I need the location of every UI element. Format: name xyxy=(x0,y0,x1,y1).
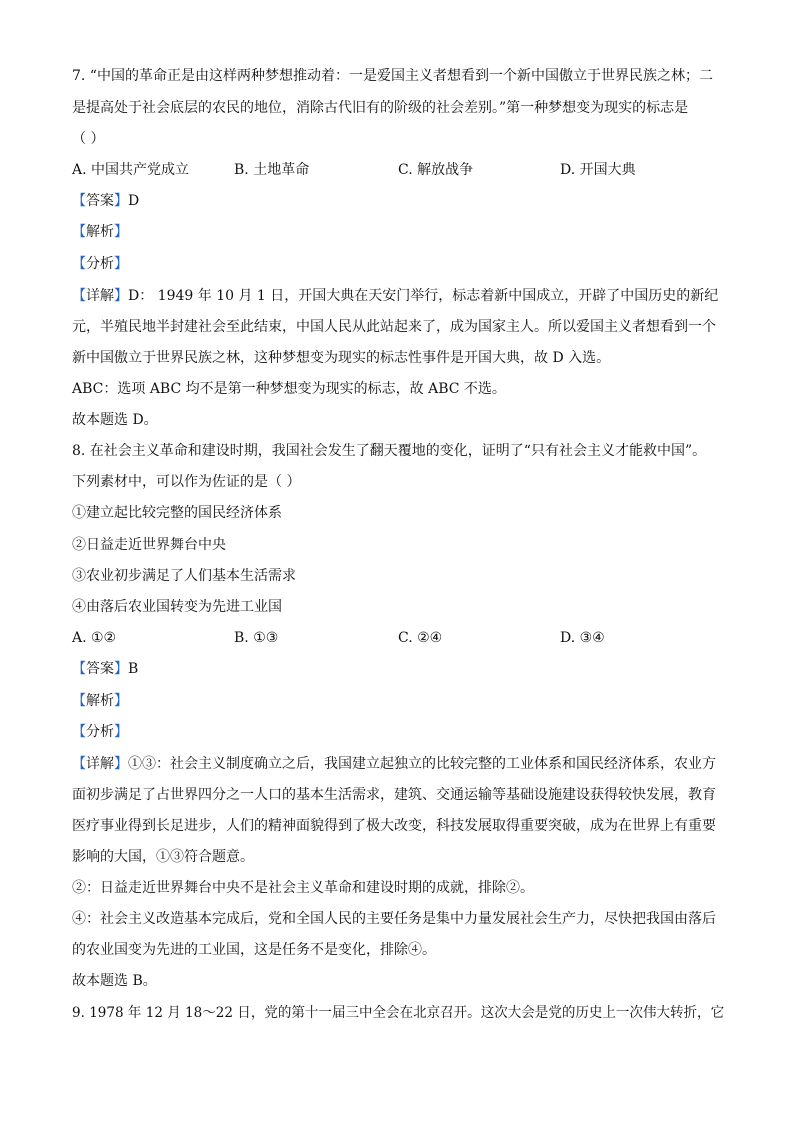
q8-detail-line-3: 医疗事业得到长足进步，人们的精神面貌得到了极大改变，科技发展取得重要突破，成为在世界上有重要 xyxy=(72,818,716,834)
q7-detail-line-1: 【详解】D： 1949 年 10 月 1 日，开国大典在天安门举行，标志着新中国成立，开辟了中国历史的新纪 xyxy=(72,288,719,304)
q8-option-b: B. ①③ xyxy=(234,630,279,646)
q8-option-a: A. ①② xyxy=(72,630,117,646)
q7-fenxi-heading: 【分析】 xyxy=(72,256,128,272)
q7-conclusion: 故本题选 D。 xyxy=(72,412,158,428)
q8-detail-line-5: ②：日益走近世界舞台中央不是社会主义革命和建设时期的成就，排除②。 xyxy=(72,880,534,896)
q8-item-2: ②日益走近世界舞台中央 xyxy=(72,537,226,553)
q9-stem-line-1: 9. 1978 年 12 月 18～22 日，党的第十一届三中全会在北京召开。这次大会是党的历史上一次伟大转折，它 xyxy=(72,1005,725,1021)
q8-answer-tag: 【答案】 xyxy=(72,661,128,677)
q7-option-b: B. 土地革命 xyxy=(234,162,310,178)
q7-stem-line-2: 是提高处于社会底层的农民的地位，消除古代旧有的阶级的社会差别。”第一种梦想变为现实的标志是 xyxy=(72,100,689,116)
q8-stem-line-1: 8. 在社会主义革命和建设时期，我国社会发生了翻天覆地的变化，证明了“只有社会主义才能救中国”。 xyxy=(72,443,707,459)
q7-answer-tag: 【答案】 xyxy=(72,193,128,209)
q8-fenxi-heading: 【分析】 xyxy=(72,724,128,740)
q8-detail-line-7: 的农业国变为先进的工业国，这是任务不是变化，排除④。 xyxy=(72,942,436,958)
q8-stem-line-2: 下列素材中，可以作为佐证的是（ ） xyxy=(72,474,301,490)
q8-item-3: ③农业初步满足了人们基本生活需求 xyxy=(72,568,296,584)
q8-jiexi-heading: 【解析】 xyxy=(72,693,128,709)
q7-detail-line-3: 新中国傲立于世界民族之林，这种梦想变为现实的标志性事件是开国大典，故 D 入选。 xyxy=(72,350,611,366)
q7-option-d: D. 开国大典 xyxy=(560,162,636,178)
q8-item-1: ①建立起比较完整的国民经济体系 xyxy=(72,505,282,521)
q7-detail-line-2: 元，半殖民地半封建社会至此结束，中国人民从此站起来了，成为国家主人。所以爱国主义者想看到一个 xyxy=(72,319,716,335)
q7-answer-value: D xyxy=(128,193,140,209)
q7-option-a: A. 中国共产党成立 xyxy=(72,162,190,178)
q8-item-4: ④由落后农业国转变为先进工业国 xyxy=(72,599,282,615)
q7-option-c: C. 解放战争 xyxy=(398,162,474,178)
q8-option-c: C. ②④ xyxy=(398,630,443,646)
q7-answer-line xyxy=(72,191,139,211)
q8-detail-line-1: 【详解】①③：社会主义制度确立之后，我国建立起独立的比较完整的工业体系和国民经济体系，农业方 xyxy=(72,756,716,772)
q7-stem-line-1: 7. “中国的革命正是由这样两种梦想推动着：一是爱国主义者想看到一个新中国傲立于世界民族之林；二 xyxy=(72,68,713,84)
q8-answer-value: B xyxy=(128,661,139,677)
q7-xiangjie-tag: 【详解】 xyxy=(72,288,128,304)
q7-jiexi-heading: 【解析】 xyxy=(72,224,128,240)
q8-detail-line-4: 影响的大国，①③符合题意。 xyxy=(72,849,254,865)
q7-detail-line-4: ABC：选项 ABC 均不是第一种梦想变为现实的标志，故 ABC 不选。 xyxy=(72,381,506,397)
q8-conclusion: 故本题选 B。 xyxy=(72,973,157,989)
q8-detail-line-6: ④：社会主义改造基本完成后，党和全国人民的主要任务是集中力量发展社会生产力，尽快把我国由落后 xyxy=(72,911,716,927)
q8-xiangjie-tag: 【详解】 xyxy=(72,756,128,772)
q8-option-d: D. ③④ xyxy=(560,630,605,646)
q7-stem-line-3: （ ） xyxy=(72,131,105,147)
q8-answer-line xyxy=(72,659,138,679)
q8-detail-line-2: 面初步满足了占世界四分之一人口的基本生活需求，建筑、交通运输等基础设施建设获得较快发展，教育 xyxy=(72,787,716,803)
